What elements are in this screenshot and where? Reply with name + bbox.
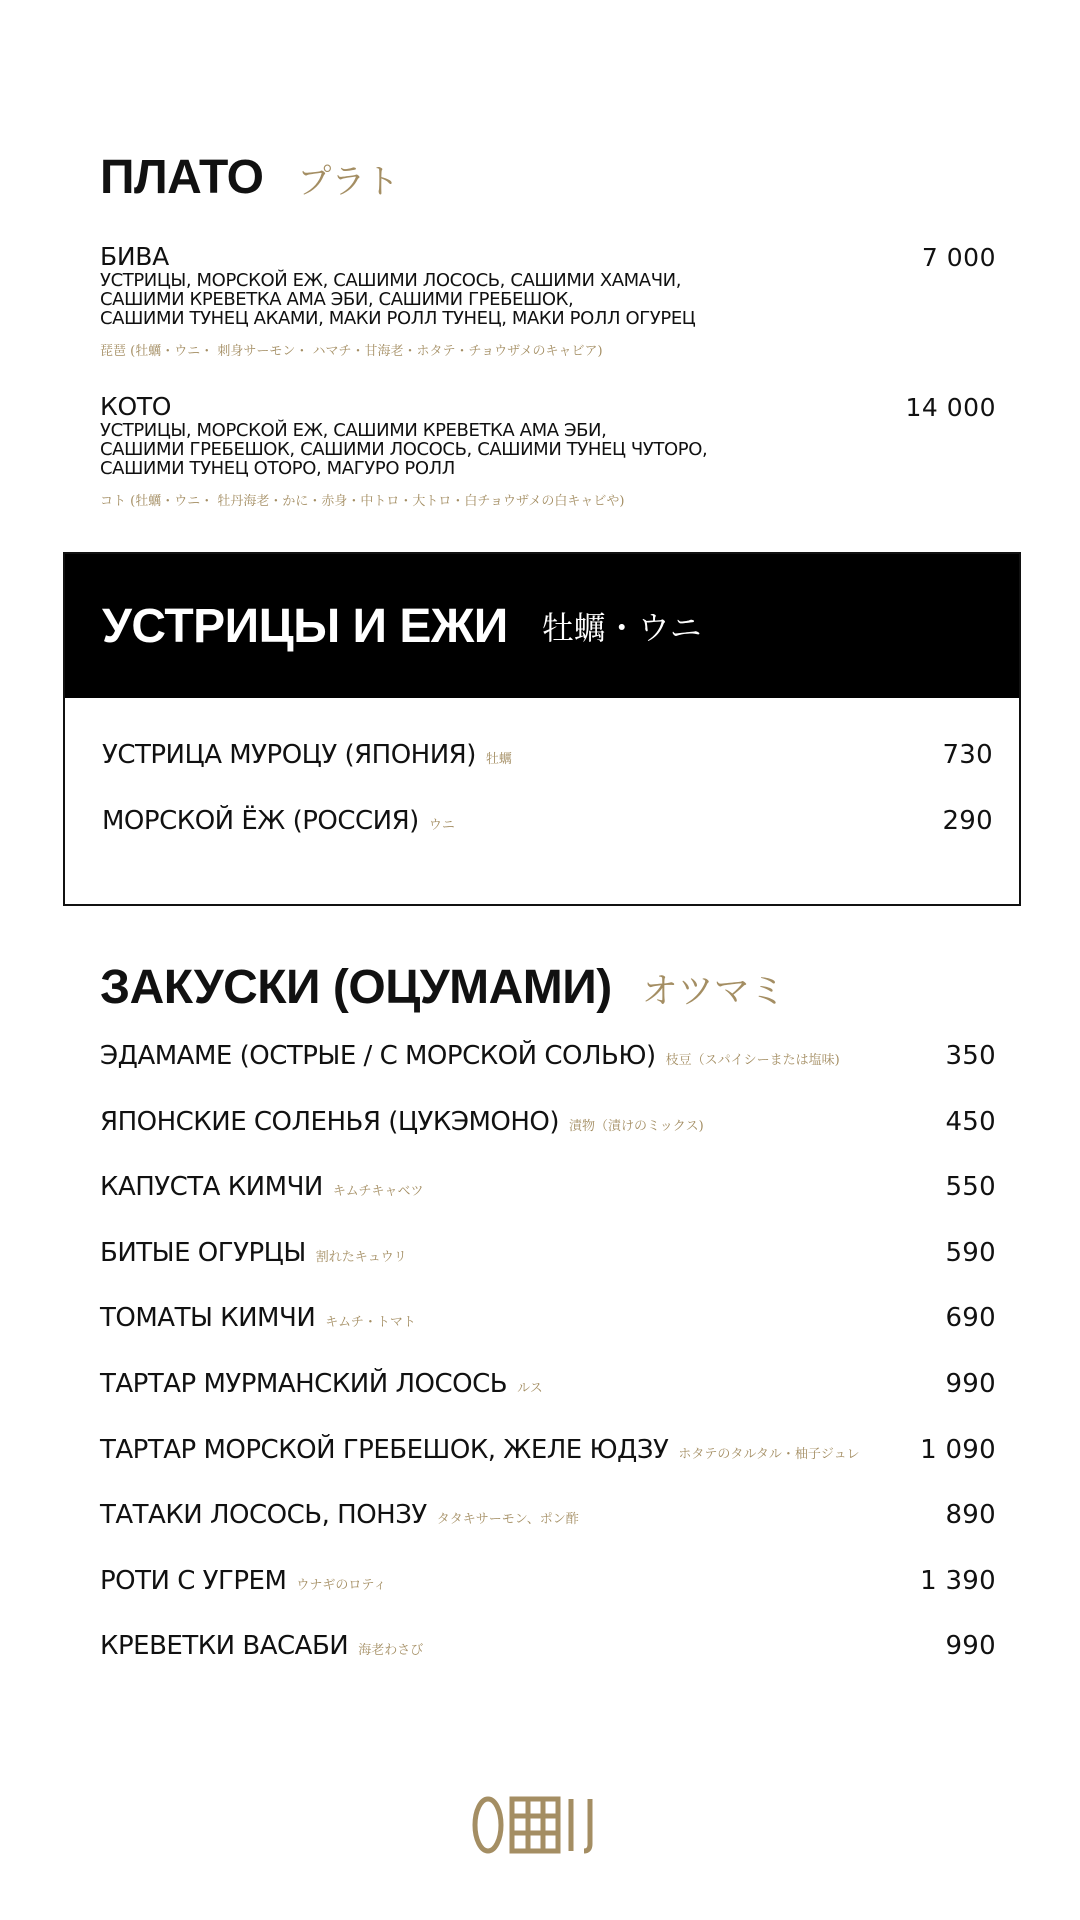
list-item <box>100 1435 996 1501</box>
restaurant-logo-icon <box>470 1794 616 1856</box>
item-name: ТАРТАР МУРМАНСКИЙ ЛОСОСЬ <box>100 1368 508 1399</box>
item-price: 14 000 <box>905 393 996 422</box>
list-item <box>102 806 993 872</box>
snacks-list <box>100 1041 996 1697</box>
item-name: ТАТАКИ ЛОСОСЬ, ПОНЗУ <box>100 1500 427 1531</box>
item-price: 550 <box>945 1172 996 1203</box>
item-name: КАПУСТА КИМЧИ <box>100 1172 323 1203</box>
item-name: ТОМАТЫ КИМЧИ <box>100 1303 316 1334</box>
list-item <box>100 1172 996 1238</box>
item-price: 350 <box>945 1041 996 1071</box>
item-jp-name: キムチ・トマト <box>325 1315 416 1331</box>
item-name: ЯПОНСКИЕ СОЛЕНЬЯ (ЦУКЭМОНО) <box>100 1106 560 1137</box>
list-item <box>100 1631 996 1697</box>
item-price: 1 090 <box>920 1434 996 1465</box>
item-jp-name: 割れたキュウリ <box>315 1249 407 1265</box>
item-jp-name: タタキサーモン、ポン酢 <box>436 1512 579 1528</box>
item-description: УСТРИЦЫ, МОРСКОЙ ЕЖ, САШИМИ ЛОСОСЬ, САШИМИ ХАМАЧИ, САШИМИ КРЕВЕТКА АМА ЭБИ, САШИМИ ГРЕБЕШОК, САШИМИ ТУНЕЦ АКАМИ, МАКИ РОЛЛ ТУНЕЦ, МАКИ РОЛЛ ОГУРЕЦ <box>100 270 696 329</box>
item-name: БИТЫЕ ОГУРЦЫ <box>100 1237 306 1268</box>
list-item <box>100 1107 996 1173</box>
item-name: КРЕВЕТКИ ВАСАБИ <box>100 1631 349 1662</box>
oysters-header <box>65 554 1019 698</box>
item-jp-name: 海老わさび <box>358 1643 424 1659</box>
item-name: УСТРИЦА МУРОЦУ (ЯПОНИЯ) <box>102 740 476 770</box>
item-price: 1 390 <box>920 1565 996 1596</box>
oysters-title: УСТРИЦЫ И ЕЖИ <box>102 599 508 653</box>
snacks-title: ЗАКУСКИ (ОЦУМАМИ) <box>100 961 612 1014</box>
item-name: ТАРТАР МОРСКОЙ ГРЕБЕШОК, ЖЕЛЕ ЮДЗУ <box>100 1434 669 1465</box>
item-price: 450 <box>945 1106 996 1137</box>
list-item <box>100 1303 996 1369</box>
item-name: КОТО <box>100 392 172 421</box>
oysters-list <box>65 698 1019 871</box>
list-item <box>100 1500 996 1566</box>
item-price: 690 <box>945 1303 996 1334</box>
snacks-section <box>100 960 996 1697</box>
plato-title-row <box>100 150 996 205</box>
item-price: 990 <box>945 1631 996 1662</box>
item-name: ЭДАМАМЕ (ОСТРЫЕ / С МОРСКОЙ СОЛЬЮ) <box>100 1041 656 1071</box>
snacks-title-row <box>100 960 996 1015</box>
list-item <box>100 1041 996 1107</box>
item-jp-name: 枝豆（スパイシーまたは塩味) <box>665 1053 840 1068</box>
item-jp-name: ルス <box>517 1380 543 1396</box>
item-price: 7 000 <box>921 243 996 272</box>
item-jp-name: ウニ <box>428 817 455 833</box>
menu-item-koto <box>100 393 996 509</box>
plato-title-jp: プラト <box>297 162 400 202</box>
item-price: 290 <box>942 805 993 836</box>
item-jp-name: ウナギのロティ <box>296 1577 387 1593</box>
item-jp-description: 琵琶 (牡蠣・ウニ・ 刺身サーモン・ ハマチ・甘海老・ホタテ・チョウザメのキャビア) <box>100 344 603 359</box>
menu-item-biva <box>100 243 996 359</box>
item-description: УСТРИЦЫ, МОРСКОЙ ЕЖ, САШИМИ КРЕВЕТКА АМА ЭБИ, САШИМИ ГРЕБЕШОК, САШИМИ ЛОСОСЬ, САШИМИ ТУНЕЦ ЧУТОРО, САШИМИ ТУНЕЦ ОТОРО, МАГУРО РОЛЛ <box>100 420 708 479</box>
item-jp-name: 牡蠣 <box>485 752 512 767</box>
item-jp-name: キムチキャベツ <box>332 1184 424 1200</box>
list-item <box>100 1566 996 1632</box>
list-item <box>100 1238 996 1304</box>
item-jp-name: ホタテのタルタル・柚子ジュレ <box>678 1446 860 1462</box>
oysters-title-jp: 牡蠣・ウニ <box>541 609 702 647</box>
item-jp-name: 漬物（漬けのミックス) <box>569 1118 704 1134</box>
snacks-title-jp: オツマミ <box>641 971 786 1012</box>
item-price: 590 <box>945 1237 996 1268</box>
oysters-section <box>63 552 1021 906</box>
item-name: РОТИ С УГРЕМ <box>100 1565 287 1596</box>
list-item <box>102 740 993 806</box>
item-price: 990 <box>945 1368 996 1399</box>
plato-title: ПЛАТО <box>100 151 264 204</box>
item-jp-description: コト (牡蠣・ウニ・ 牡丹海老・かに・赤身・中トロ・大トロ・白チョウザメの白キャビや) <box>100 494 625 509</box>
list-item <box>100 1369 996 1435</box>
item-name: МОРСКОЙ ЁЖ (РОССИЯ) <box>102 805 419 836</box>
item-price: 730 <box>942 740 993 770</box>
item-name: БИВА <box>100 242 169 271</box>
item-price: 890 <box>945 1500 996 1531</box>
plato-section <box>100 150 996 509</box>
